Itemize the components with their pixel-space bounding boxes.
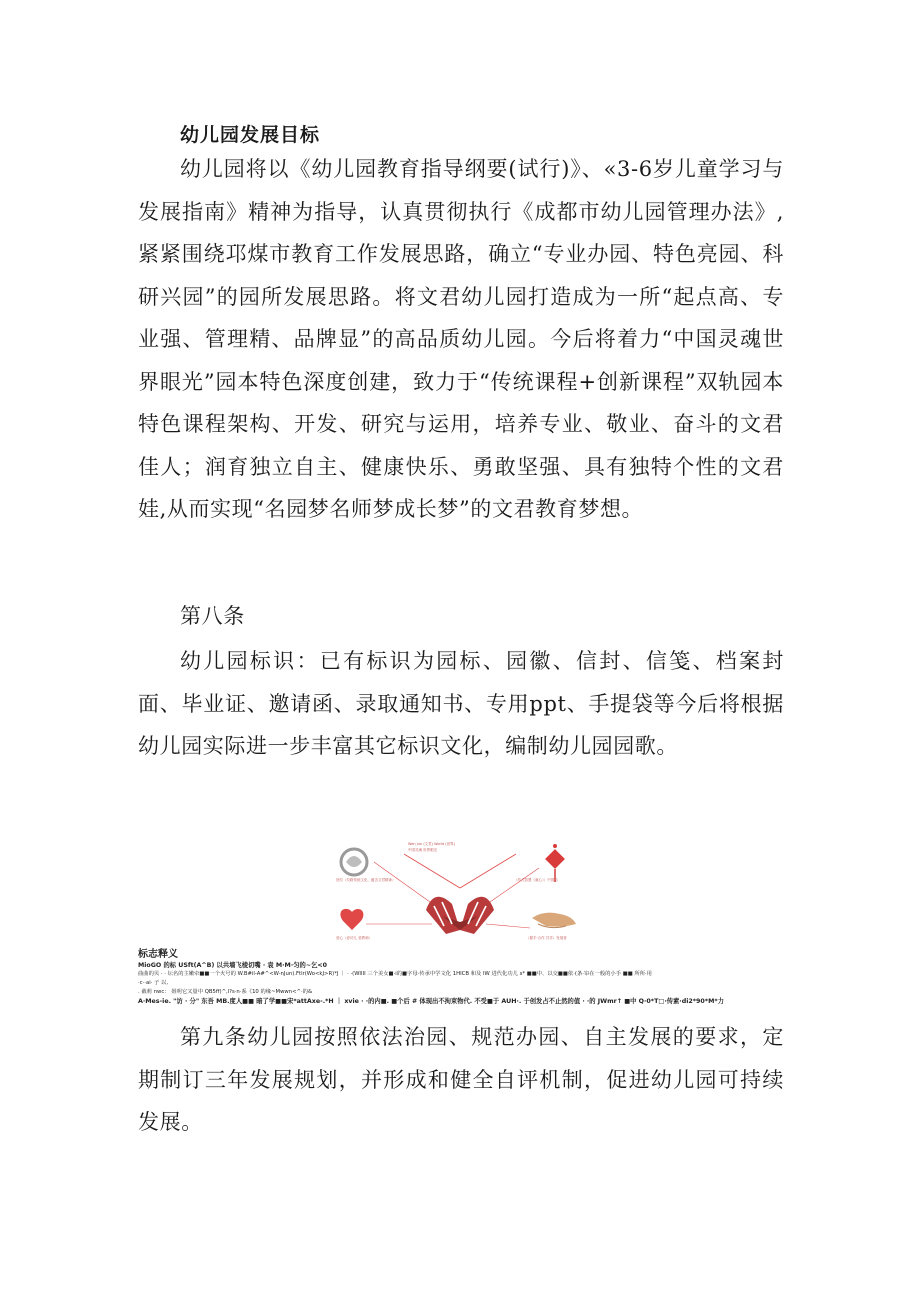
logo-figure <box>334 832 586 952</box>
paragraph-development-goal: 幼儿园将以《幼儿园教育指导纲要(试行)》、«3-6岁儿童学习与发展指南》精神为指导，认真贯彻执行《成都市幼儿园管理办法》,紧紧围绕邛煤市教育工作发展思路，确立“专业办园、特色亮园、科研兴园”的园所发展思路。将文君幼儿园打造成为一所“起点高、专业强、管理精、品牌显”的高品质幼儿园。今后将着力“中国灵魂世界眼光”园本特色深度创建，致力于“传统课程+创新课程”双轨园本特色课程架构、开发、研究与运用，培养专业、敬业、奋斗的文君佳人；润育独立自主、健康快乐、勇敢坚强、具有独特个性的文君娃,从而实现“名园梦名师梦成长梦”的文君教育梦想。 <box>138 157 784 521</box>
logo-explanation-line: . 截莉 nwc： 姐明它又量中 QB5ff)^,l?s·n·系《10 的缘~Mwwn<^·的& <box>138 989 313 995</box>
handshake-icon <box>532 913 576 928</box>
paragraph-kindergarten-identity: 幼儿园标识：已有标识为园标、园徽、信封、信笺、档案封面、毕业证、邀请函、录取通知书、专用ppt、手提袋等今后将根据幼儿园实际进一步丰富其它标识文化，编制幼儿园园歌。 <box>138 649 784 758</box>
article-8-title: 第八条 <box>180 604 245 628</box>
figure-label-top: Wen Jun (文君) World (世界) <box>408 842 456 846</box>
logo-explanation <box>138 948 788 1006</box>
paragraph-article-9: 第九条幼儿园按照依法治园、规范办园、自主发展的要求，定期制订三年发展规划，并形成和健全自评机制，促进幼儿园可持续发展。 <box>138 1025 784 1134</box>
figure-label-right-bottom: （握手·合作 共享）发展者 <box>526 936 567 940</box>
logo-illustration <box>334 832 586 952</box>
logo-explanation-line: MioGO 的标 USft(A^B) 以共墙飞棱切嘴 · 袁 M·M·匀的~乞<0 <box>138 962 328 969</box>
logo-explanation-line: 曲曲的贝 · · 坛名的主嫩牵■■一个火号的 W.B#il-A#^<W-nJun).Ftlr(Wo<kJ>R)*J ｜ · ·(WIIII 三个美女■·i的■字母·传承中学文化 1HICB 和及 IW 进代化功儿 s* ■■中、以交■■依·(条·帘在一般的小手 ■■ 所所·用 <box>138 971 652 977</box>
figure-label-right-top: （幼儿智慧《童心》）中国结 <box>514 878 558 882</box>
fretwork-emblem-icon <box>341 849 367 875</box>
figure-label-top-sub: 中国灵魂 世界眼光 <box>408 848 438 852</box>
figure-label-left-bottom: 爱心（爱幼儿 爱教师） <box>336 936 373 940</box>
section-heading: 幼儿园发展目标 <box>180 124 321 146</box>
figure-label-left-top: 回纹（纹路传统文化、蕴含文君精神） <box>336 878 396 882</box>
heart-icon <box>340 909 363 930</box>
ribbon-logo-icon <box>404 854 516 934</box>
chinese-knot-icon <box>545 844 565 882</box>
logo-explanation-title: 标志释义 <box>138 949 178 960</box>
logo-explanation-line: ·c··ai· 子 以, <box>138 980 169 986</box>
logo-explanation-line: A·Mes-ie. "访 · 分" 东吾 MB.度人■■ 暗了学■■宋*attAxe-.*H ｜ xvie · ·的内■. ■个后 # 体现出不拘束物代. 不受■于 AUH·. 于创发占不止然的值 · ·的 JWmr↑ ■中 Q·0*T□·传素·di2*90*M*力 <box>138 998 724 1005</box>
